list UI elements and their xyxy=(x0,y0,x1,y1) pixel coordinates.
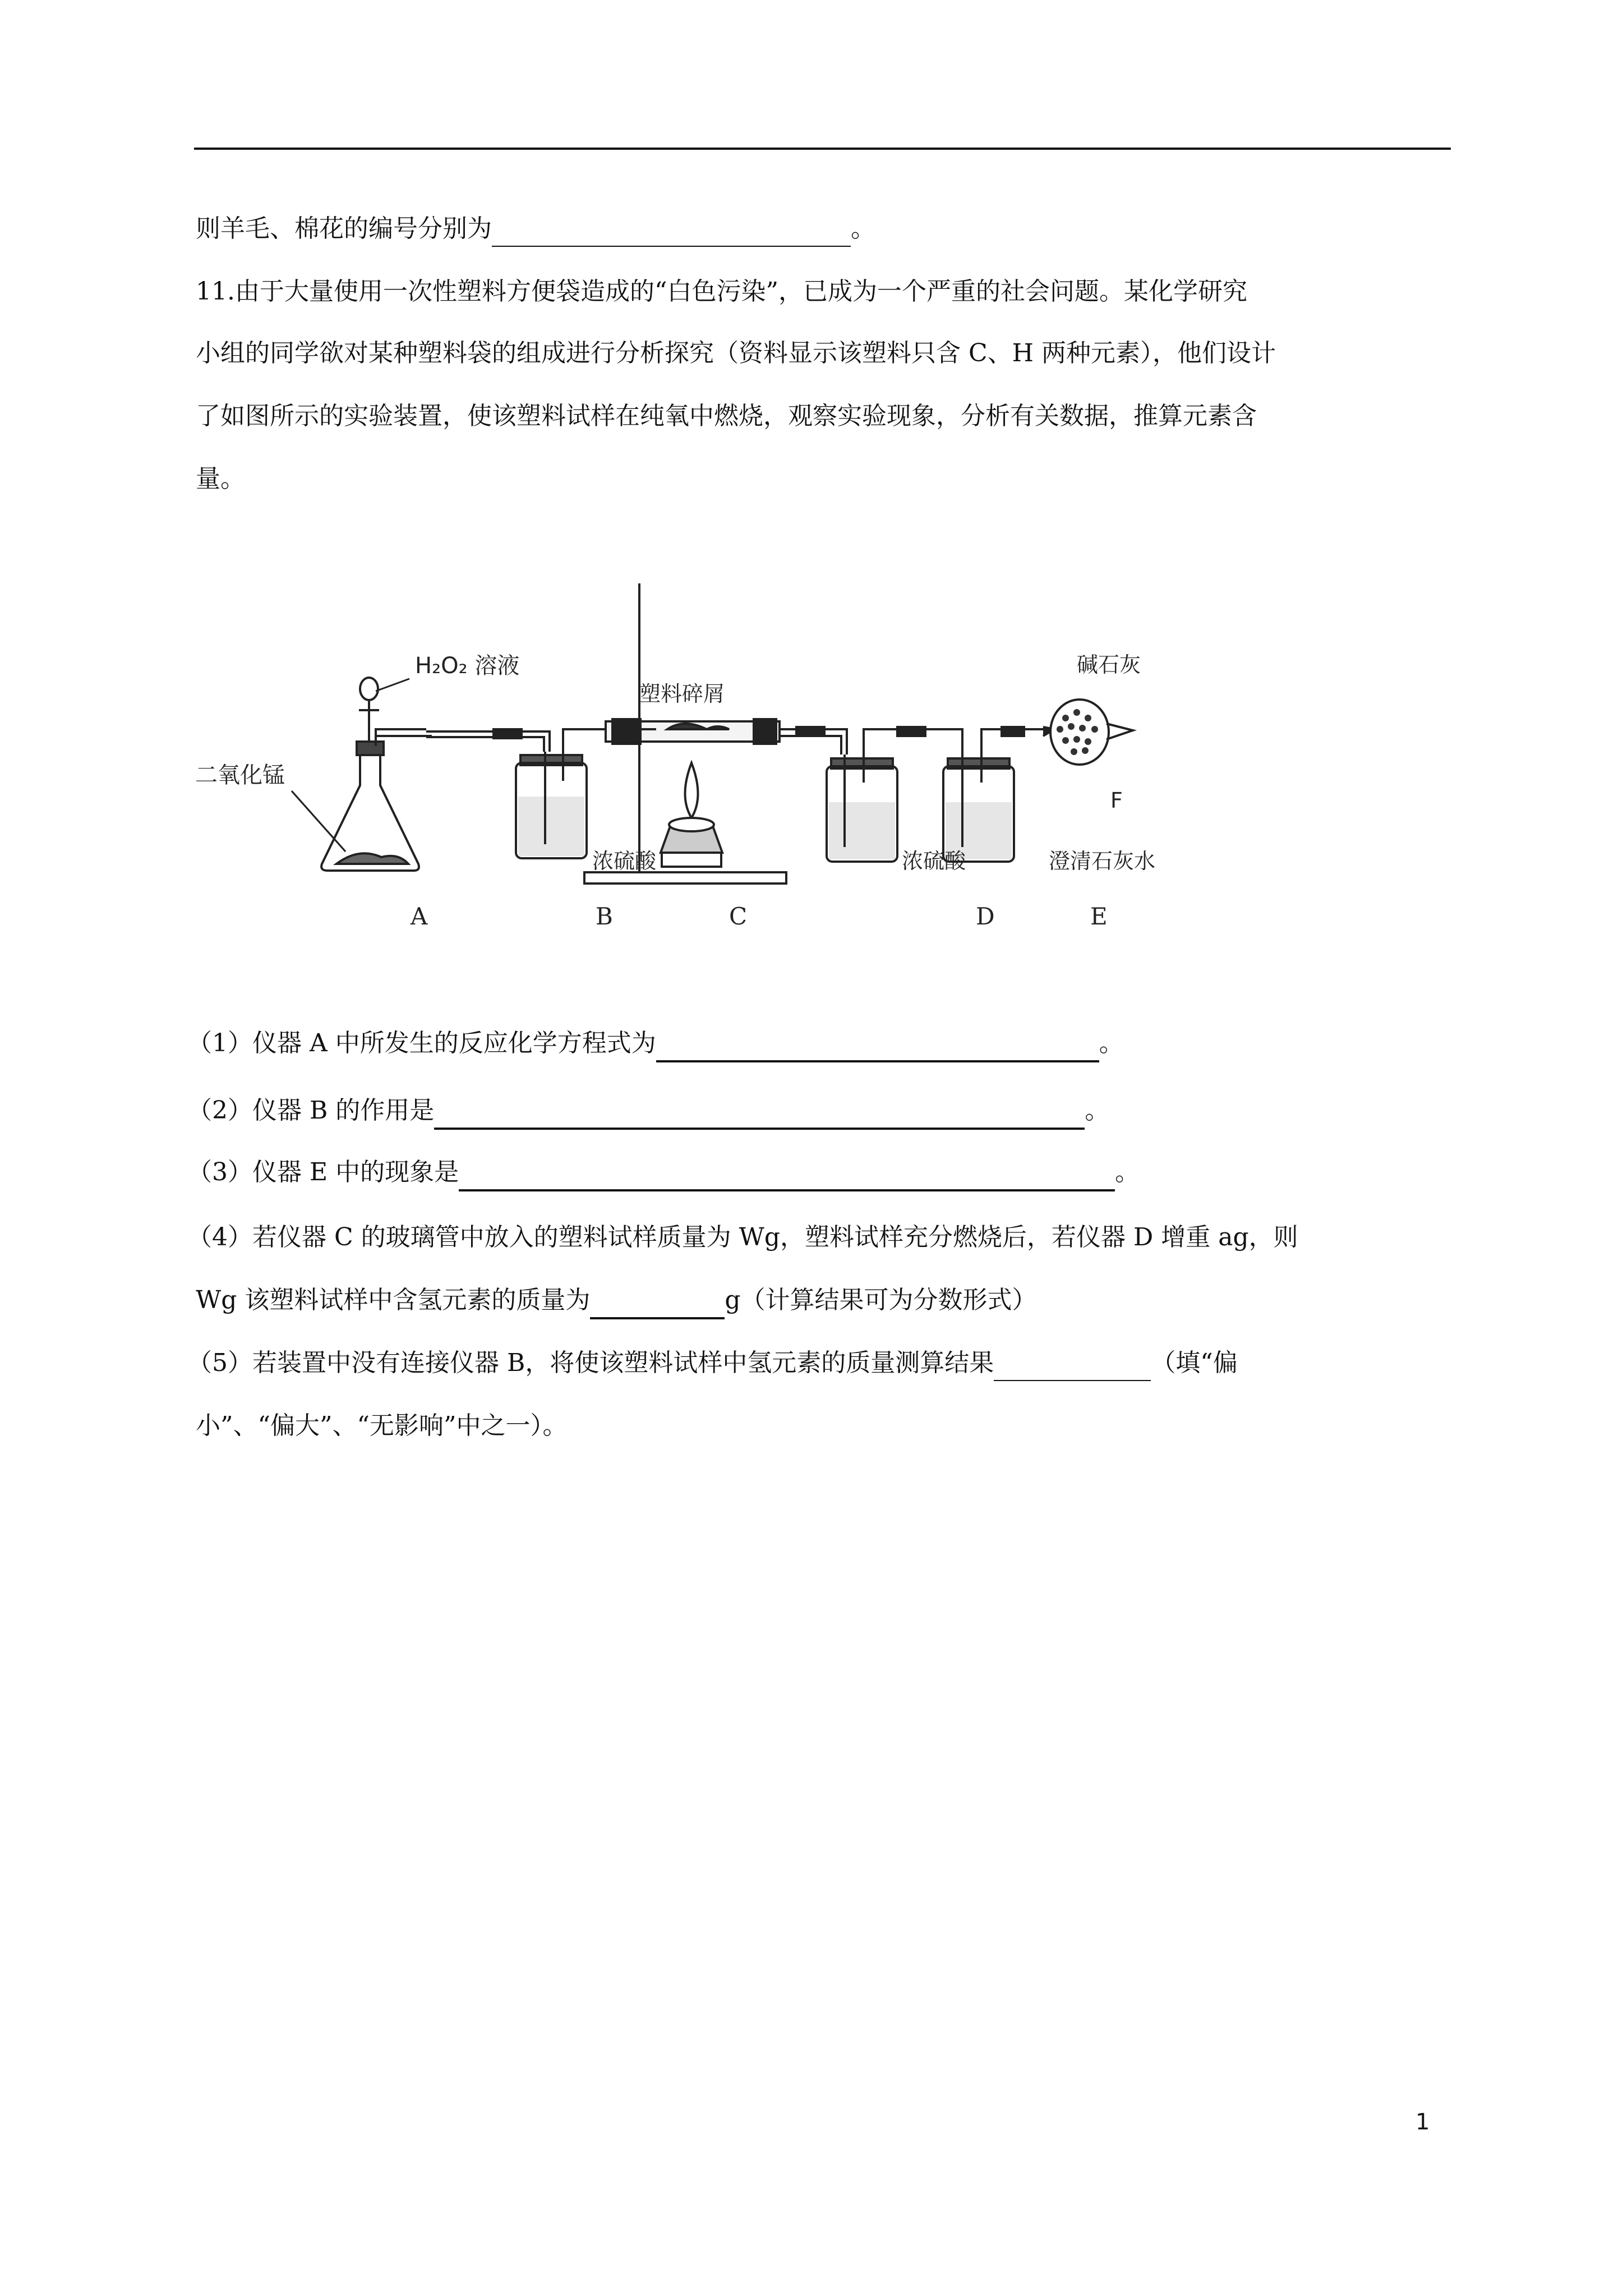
label-conc-acid-b: 浓硫酸 xyxy=(592,849,657,873)
sub-question-3-text: （3）仪器 E 中的现象是 xyxy=(187,1158,459,1186)
sub-question-4-text: （4）若仪器 C 的玻璃管中放入的塑料试样质量为 Wg，塑料试样充分燃烧后，若仪器 D 增重 ag，则 xyxy=(187,1223,1298,1251)
label-conc-acid-d: 浓硫酸 xyxy=(902,849,966,873)
label-soda-lime: 碱石灰 xyxy=(1077,652,1141,677)
question-text-2: 小组的同学欲对某种塑料袋的组成进行分析探究（资料显示该塑料只含 C、H 两种元素），他们设计 xyxy=(196,339,1276,367)
label-mno2: 二氧化锰 xyxy=(195,762,285,788)
prev-question-line xyxy=(196,212,875,247)
label-plastic: 塑料碎屑 xyxy=(639,682,725,706)
question-11-line-3 xyxy=(196,399,1257,433)
label-limewater: 澄清石灰水 xyxy=(1049,849,1156,873)
answer-blank-3[interactable] xyxy=(459,1156,1115,1191)
sub-question-1-text: （1）仪器 A 中所发生的反应化学方程式为 xyxy=(187,1029,656,1057)
question-number: 11. xyxy=(196,277,235,306)
sub-question-5-text: （5）若装置中没有连接仪器 B，将使该塑料试样中氢元素的质量测算结果 xyxy=(187,1349,994,1377)
label-h2o2: H₂O₂ 溶液 xyxy=(415,653,520,679)
sub-question-4 xyxy=(187,1221,1298,1254)
question-11-line-1 xyxy=(196,275,1247,309)
answer-blank-5[interactable] xyxy=(994,1346,1151,1381)
sub-question-1 xyxy=(187,1027,1124,1062)
sub-question-5 xyxy=(187,1346,1238,1381)
question-11-line-4 xyxy=(196,462,245,496)
sub-question-2-end: 。 xyxy=(1085,1096,1110,1125)
answer-blank-4[interactable] xyxy=(590,1283,725,1319)
sub-question-1-end: 。 xyxy=(1099,1029,1124,1057)
answer-blank-1[interactable] xyxy=(656,1027,1099,1062)
letter-d: D xyxy=(976,903,995,930)
question-text-3: 了如图所示的实验装置，使该塑料试样在纯氧中燃烧，观察实验现象，分析有关数据，推算元素含 xyxy=(196,402,1257,430)
sub-question-2-text: （2）仪器 B 的作用是 xyxy=(187,1096,435,1125)
prev-question-end: 。 xyxy=(851,214,875,243)
apparatus-e-bottle xyxy=(943,727,1043,862)
experiment-apparatus-diagram xyxy=(191,561,1200,954)
sub-question-4-end: g（计算结果可为分数形式） xyxy=(725,1286,1037,1314)
sub-question-4-cont-text: Wg 该塑料试样中含氢元素的质量为 xyxy=(196,1286,591,1314)
label-f: F xyxy=(1110,788,1123,813)
sub-question-5-cont-text: 小”、“偏大”、“无影响”中之一）。 xyxy=(196,1411,568,1440)
apparatus-f-drying-tube xyxy=(1043,700,1133,765)
prev-question-text: 则羊毛、棉花的编号分别为 xyxy=(196,214,492,243)
letter-a: A xyxy=(411,903,428,930)
header-rule xyxy=(194,148,1451,150)
question-text-1: 由于大量使用一次性塑料方便袋造成的“白色污染”，已成为一个严重的社会问题。某化学研究 xyxy=(234,277,1247,306)
apparatus-c-combustion xyxy=(584,583,786,884)
sub-question-4-cont xyxy=(196,1283,1037,1319)
apparatus-a-flask xyxy=(321,678,432,871)
sub-question-3 xyxy=(187,1156,1140,1191)
letter-c: C xyxy=(729,903,748,930)
sub-question-3-end: 。 xyxy=(1115,1158,1140,1186)
apparatus-b-bottle xyxy=(516,729,606,858)
question-11-line-2 xyxy=(196,337,1276,370)
question-text-4: 量。 xyxy=(196,464,245,493)
sub-question-2 xyxy=(187,1094,1109,1130)
page-number: 1 xyxy=(1415,2109,1430,2135)
sub-question-5-cont xyxy=(196,1409,567,1443)
letter-e: E xyxy=(1090,903,1108,930)
answer-blank-2[interactable] xyxy=(434,1094,1085,1130)
answer-blank-wool-cotton[interactable] xyxy=(492,212,851,247)
letter-b: B xyxy=(596,903,613,930)
sub-question-5-end: （填“偏 xyxy=(1151,1349,1238,1377)
